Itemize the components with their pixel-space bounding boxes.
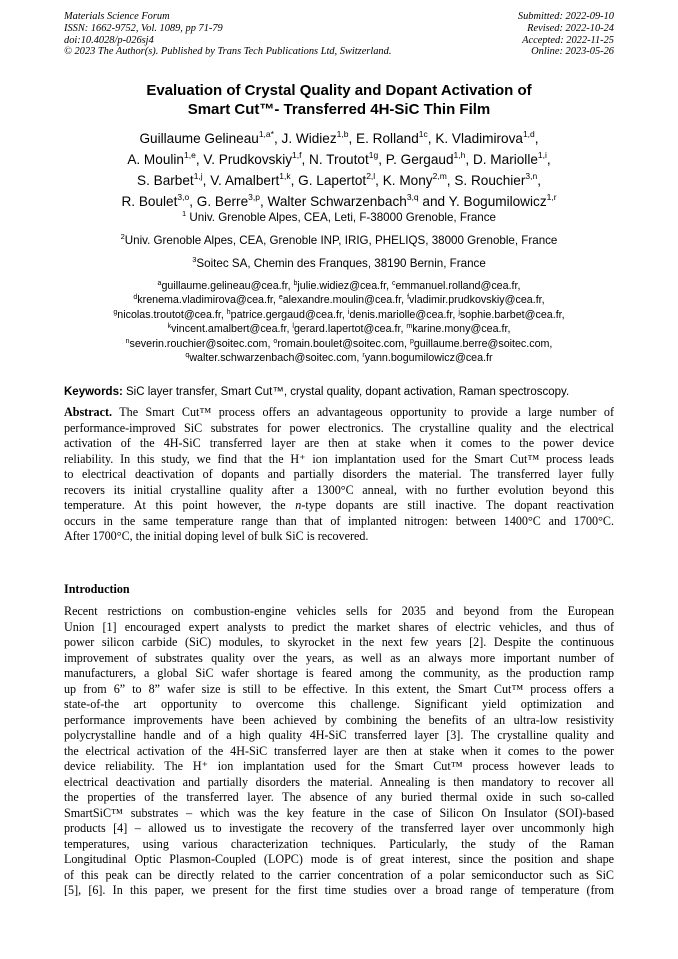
author-affiliation-mark: 3,p: [248, 192, 260, 202]
abstract-line-text: temperature. At this point however, the n-type dopants are still inactive. The dopant reactivation: [64, 498, 614, 512]
author-name: S. Rouchier: [454, 173, 526, 188]
abstract-line: [64, 498, 614, 514]
author-name: S. Barbet: [137, 173, 194, 188]
email-mark: h: [226, 308, 231, 316]
email-mark: c: [392, 280, 396, 287]
title-line-1: Evaluation of Crystal Quality and Dopant Activation of: [146, 82, 532, 99]
email-mark: k: [167, 323, 172, 331]
affiliation-1-text: Univ. Grenoble Alpes, CEA, Leti, F-38000 Grenoble, France: [186, 211, 496, 224]
intro-line: [64, 852, 614, 868]
intro-line: [64, 604, 614, 620]
email-line: [30, 308, 648, 322]
intro-line: [64, 759, 614, 775]
author-name: P. Gergaud: [385, 152, 454, 167]
author-separator: ,: [195, 152, 204, 167]
intro-line-text: electrical deactivation and partially disorders the material. Annealing is then mandatory to recover all: [64, 774, 614, 789]
author-separator: ,: [273, 131, 282, 146]
intro-line: [64, 682, 614, 698]
intro-line-text: [5], [6]. In this paper, we present for the first time studies over a broad range of temperature (from: [64, 883, 614, 897]
email-line: [30, 293, 648, 307]
author-line: [30, 191, 648, 212]
email-address: vladimir.prudkovskiy@cea.fr,: [409, 294, 545, 307]
email-line: [30, 279, 648, 293]
author-affiliation-mark: 3,n: [525, 171, 538, 181]
email-mark: j: [458, 308, 460, 316]
intro-line-text: the properties of the transferred layer. The absence of any buried thermal oxide in such so-called: [64, 790, 614, 804]
author-affiliation-mark: 1,r: [546, 192, 557, 202]
email-address: alexandre.moulin@cea.fr,: [282, 294, 408, 307]
intro-line-text: SmartSiC™ substrates – which was the key feature in the case of Silicon On Insulator (SOI)-based: [64, 805, 614, 820]
intro-line-text: performance improvements have been achieved by combining the benefits of an ultra-low resistivity: [64, 712, 614, 727]
affiliation-1: [30, 211, 648, 225]
affiliation-3: [30, 257, 648, 271]
affiliation-3-mark: 3: [192, 255, 197, 264]
intro-line-text: Longitudinal Optic Plasmon-Coupled (LOPC) mode is of great interest, since the position and shape: [64, 852, 614, 866]
author-separator: ,: [259, 194, 268, 209]
email-mark: d: [133, 294, 138, 302]
revised-date: Revised: 2022-10-24: [527, 22, 614, 34]
intro-line-text: up from 6” to 8” wafer size is still to be effective. In this extent, the Smart Cut™ process offers a: [64, 681, 614, 696]
intro-line-text: Union [1] encouraged expert analysts to predict the market shares of electric vehicles, and thus of: [64, 619, 614, 634]
email-address: patrice.gergaud@cea.fr,: [230, 308, 348, 321]
author-affiliation-mark: 1g: [368, 150, 379, 160]
journal-header: [64, 11, 391, 58]
journal-name: Materials Science Forum: [64, 11, 170, 22]
email-line: [30, 322, 648, 336]
abstract-line-text: recovers its initial crystalline quality after a 1300°C anneal, with no further evolution beyond this: [64, 482, 614, 497]
email-address: romain.boulet@soitec.com,: [277, 337, 410, 350]
author-affiliation-mark: 1,d: [522, 129, 535, 139]
intro-line-text: of this peak can be directly related to the carrier concentration of a polar semiconductor such as SiC: [64, 867, 614, 882]
author-separator: ,: [537, 173, 541, 188]
accepted-date: Accepted: 2022-11-25: [522, 34, 614, 46]
author-name: Y. Bogumilowicz: [448, 194, 547, 209]
abstract-line: [64, 405, 614, 421]
abstract-line-text: reliability. In this study, we find that the H⁺ ion implantation used for the Smart Cut™ process leads: [64, 451, 614, 466]
author-line: [30, 170, 648, 191]
intro-line: [64, 744, 614, 760]
intro-line: [64, 837, 614, 853]
author-separator: ,: [202, 173, 211, 188]
abstract-line: [64, 514, 614, 530]
author-affiliation-mark: 3,q: [406, 192, 419, 202]
author-separator: ,: [301, 152, 310, 167]
abstract-line-text: The Smart Cut™ process offers an advantageous opportunity to provide a large number of: [112, 405, 614, 419]
author-name: J. Widiez: [281, 131, 337, 146]
author-line: [30, 149, 648, 170]
author-name: D. Mariolle: [472, 152, 538, 167]
email-address: walter.schwarzenbach@soitec.com,: [189, 352, 363, 365]
doi-line: doi:10.4028/p-026sj4: [64, 34, 154, 46]
intro-line: [64, 728, 614, 744]
author-name: Guillaume Gelineau: [139, 131, 259, 146]
author-separator: ,: [290, 173, 299, 188]
affiliation-2: [30, 234, 648, 248]
abstract-line: [64, 467, 614, 483]
author-name: E. Rolland: [356, 131, 419, 146]
author-name: A. Moulin: [127, 152, 184, 167]
author-affiliation-mark: 3,o: [177, 192, 190, 202]
affiliation-3-text: Soitec SA, Chemin des Franques, 38190 Bernin, France: [196, 257, 486, 270]
intro-line-text: improvement of substrates quality over the years, as well as an always more important number of: [64, 650, 614, 665]
email-mark: f: [407, 294, 410, 302]
abstract-line: [64, 436, 614, 452]
intro-line: [64, 821, 614, 837]
paper-title: [40, 81, 638, 119]
intro-line-text: products [4] – allowed us to investigate the recovery of the transferred layer over uncommonly high: [64, 821, 614, 835]
author-name: G. Berre: [196, 194, 249, 209]
email-mark: n: [125, 337, 130, 345]
intro-line-text: the electrical activation of the 4H-SiC transferred layer are then at stake when it comes to the power: [64, 743, 614, 758]
abstract-line: [64, 483, 614, 499]
email-mark: m: [406, 323, 413, 331]
author-name: K. Vladimirova: [435, 131, 523, 146]
author-affiliation-mark: 1c: [418, 129, 428, 139]
author-name: V. Amalbert: [210, 173, 280, 188]
abstract-line: [64, 452, 614, 468]
intro-line: [64, 775, 614, 791]
email-mark: l: [292, 323, 294, 331]
author-name: G. Lapertot: [298, 173, 367, 188]
email-address: vincent.amalbert@cea.fr,: [171, 323, 293, 336]
author-separator: ,: [465, 152, 473, 167]
author-affiliation-mark: 2,l: [366, 171, 376, 181]
intro-line-text: device reliability. The H⁺ ion implantation used for the Smart Cut™ process however leads to: [64, 759, 614, 773]
author-affiliation-mark: 1,i: [537, 150, 547, 160]
email-mark: e: [278, 294, 283, 302]
author-separator: ,: [348, 131, 357, 146]
dates-header: [518, 11, 614, 58]
author-affiliation-mark: 1,h: [453, 150, 466, 160]
email-line: [30, 351, 648, 365]
intro-line: [64, 868, 614, 884]
email-mark: r: [362, 352, 365, 360]
email-address: nicolas.troutot@cea.fr,: [117, 308, 227, 321]
intro-line: [64, 666, 614, 682]
email-address: krenema.vladimirova@cea.fr,: [137, 294, 279, 307]
author-separator: ,: [189, 194, 197, 209]
intro-line: [64, 713, 614, 729]
author-affiliation-mark: 2,m: [432, 171, 447, 181]
intro-line-text: polycrystalline handle and of a high quality 4H-SiC transferred layer [3]. The crystalline quality and: [64, 728, 614, 742]
author-affiliation-mark: 1,e: [183, 150, 196, 160]
author-name: N. Troutot: [309, 152, 369, 167]
copyright-line: © 2023 The Author(s). Published by Trans Tech Publications Ltd, Switzerland.: [64, 46, 392, 58]
intro-line: [64, 883, 614, 899]
affiliation-1-mark: 1: [182, 209, 187, 218]
email-address: karine.mony@cea.fr,: [412, 323, 511, 336]
issn-line: ISSN: 1662-9752, Vol. 1089, pp 71-79: [64, 22, 223, 34]
email-mark: o: [273, 337, 278, 345]
author-separator: ,: [446, 173, 455, 188]
abstract-line: [64, 529, 614, 545]
author-separator: and: [418, 194, 449, 209]
email-mark: a: [157, 280, 162, 287]
email-address: guillaume.gelineau@cea.fr,: [161, 280, 294, 292]
intro-line: [64, 697, 614, 713]
intro-line-text: power silicon carbide (SiC) modules, to skyrocket in the next few years [2]. Despite the continuous: [64, 635, 614, 649]
intro-line: [64, 651, 614, 667]
author-separator: ,: [546, 152, 551, 167]
title-line-2: Smart Cut™- Transferred 4H-SiC Thin Film: [187, 101, 491, 118]
affiliation-2-text: Univ. Grenoble Alpes, CEA, Grenoble INP, IRIG, PHELIQS, 38000 Grenoble, France: [124, 234, 558, 247]
introduction-heading: Introduction: [64, 582, 130, 596]
email-address: gerard.lapertot@cea.fr,: [293, 323, 407, 336]
email-address: emmanuel.rolland@cea.fr,: [395, 280, 521, 292]
email-address: denis.mariolle@cea.fr,: [349, 308, 459, 321]
author-affiliation-mark: 1,j: [193, 171, 203, 181]
keywords-text: SiC layer transfer, Smart Cut™, crystal quality, dopant activation, Raman spectroscopy.: [122, 386, 570, 398]
intro-line: [64, 806, 614, 822]
email-address: severin.rouchier@soitec.com,: [129, 337, 274, 350]
author-separator: ,: [427, 131, 436, 146]
email-address: yann.bogumilowicz@cea.fr: [364, 352, 493, 365]
email-mark: q: [185, 352, 190, 360]
keywords-label: Keywords:: [64, 386, 123, 398]
author-name: Walter Schwarzenbach: [267, 194, 407, 209]
online-date: Online: 2023-05-26: [531, 46, 614, 58]
author-affiliation-mark: 1,b: [336, 129, 349, 139]
abstract-line-text: occurs in the same temperature range than that of implanted nitrogen: between 1400°C and 1700°C.: [64, 513, 614, 528]
author-separator: ,: [378, 152, 386, 167]
abstract-line-text: activation of the 4H-SiC transferred layer are then at stake when it comes to the power device: [64, 436, 614, 450]
keywords-line: [64, 385, 624, 399]
author-name: R. Boulet: [121, 194, 178, 209]
abstract-line: [64, 421, 614, 437]
email-mark: p: [409, 337, 414, 345]
intro-line-text: Recent restrictions on combustion-engine vehicles sells for 2035 and beyond from the European: [64, 604, 614, 618]
email-mark: g: [113, 308, 118, 316]
intro-line: [64, 620, 614, 636]
abstract-line-text: to electrical deactivation of dopants and partially disorders the material. The transferred layer fully: [64, 467, 614, 481]
email-address: sophie.barbet@cea.fr,: [459, 308, 565, 321]
affiliation-2-mark: 2: [120, 232, 125, 241]
author-name: K. Mony: [382, 173, 433, 188]
email-mark: i: [347, 308, 350, 316]
author-separator: ,: [534, 131, 539, 146]
email-mark: b: [293, 280, 298, 287]
intro-line-text: state-of-the art opportunity to overcome this challenge. Significant yield optimization and: [64, 697, 614, 711]
abstract-line-text: After 1700°C, the initial doping level of bulk SiC is recovered.: [64, 529, 369, 543]
abstract: [64, 405, 614, 545]
author-name: V. Prudkovskiy: [203, 152, 293, 167]
email-list: [30, 279, 648, 365]
author-affiliation-mark: 1,f: [292, 150, 302, 160]
author-affiliation-mark: 1,a*: [258, 129, 274, 139]
submitted-date: Submitted: 2022-09-10: [517, 11, 614, 22]
intro-line: [64, 790, 614, 806]
email-address: julie.widiez@cea.fr,: [297, 280, 393, 292]
email-line: [30, 337, 648, 351]
abstract-line-text: performance-improved SiC substrates for power electronics. The crystalline quality and the electrical: [64, 420, 614, 435]
author-line: [30, 128, 648, 149]
intro-line-text: temperatures, using various characterization techniques. Particularly, the study of the Raman: [64, 836, 614, 851]
author-separator: ,: [375, 173, 383, 188]
abstract-label: Abstract.: [64, 405, 113, 419]
intro-line-text: manufacturers, a global SiC wafer shortage is feared among the community, as the production ramp: [64, 666, 614, 680]
author-affiliation-mark: 1,k: [279, 171, 291, 181]
author-list: [30, 128, 648, 212]
introduction-body: [64, 604, 614, 899]
email-address: guillaume.berre@soitec.com,: [413, 337, 553, 350]
intro-line: [64, 635, 614, 651]
